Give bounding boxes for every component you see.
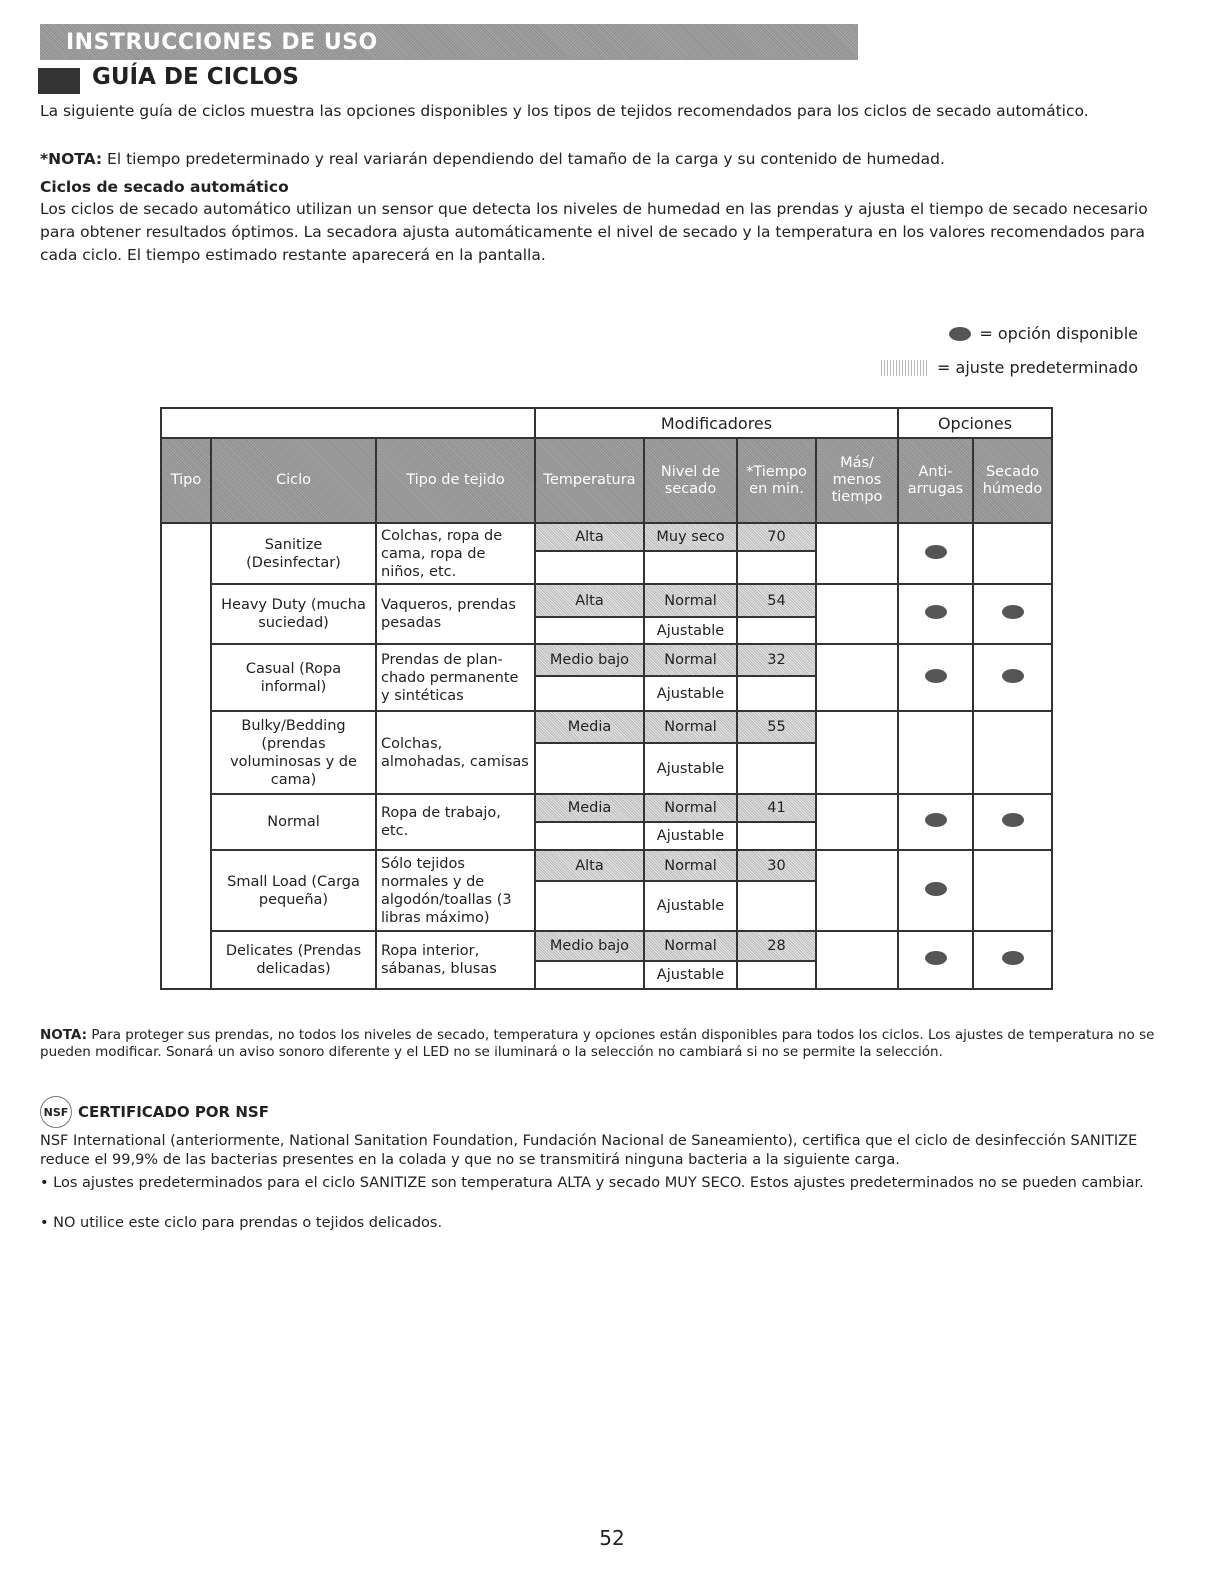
cycle-name: Sanitize (Desinfectar) — [211, 523, 376, 584]
cycle-table — [160, 407, 1053, 990]
legend-available-label: = opción disponible — [979, 324, 1138, 343]
legend-default — [881, 358, 1138, 377]
available-dot-icon — [925, 545, 947, 559]
note-2 — [40, 1027, 1180, 1061]
legend-available — [949, 324, 1138, 343]
dry-level-adjustable: Ajustable — [644, 822, 737, 850]
fabric-type: Ropa interior, sábanas, blusas — [376, 931, 535, 989]
wrinkle-guard — [898, 523, 973, 584]
table-row — [161, 931, 1052, 961]
available-dot-icon — [925, 813, 947, 827]
dry-level-adjustable: Ajustable — [644, 617, 737, 644]
auto-heading: Ciclos de secado automático — [40, 178, 289, 196]
wrinkle-guard — [898, 931, 973, 989]
dry-level: Normal — [644, 850, 737, 881]
cycle-name: Small Load (Carga pequeña) — [211, 850, 376, 931]
time-sub — [737, 676, 816, 711]
type-cell — [161, 523, 211, 989]
column-header: Secado húmedo — [973, 438, 1052, 523]
time-sub — [737, 961, 816, 989]
dot-icon — [949, 327, 971, 341]
damp-dry — [973, 931, 1052, 989]
temperature-sub — [535, 822, 644, 850]
cycle-name: Heavy Duty (mucha suciedad) — [211, 584, 376, 644]
nsf-logo-icon: NSF — [40, 1096, 72, 1128]
dry-level-adjustable: Ajustable — [644, 743, 737, 794]
column-header: Tipo de tejido — [376, 438, 535, 523]
dry-level-adjustable: Ajustable — [644, 961, 737, 989]
temperature: Alta — [535, 850, 644, 881]
fabric-type: Prendas de plan-chado permanente y sintéticas — [376, 644, 535, 711]
table-row — [161, 794, 1052, 822]
column-header: Nivel de secado — [644, 438, 737, 523]
available-dot-icon — [925, 951, 947, 965]
available-dot-icon — [1002, 605, 1024, 619]
legend-default-label: = ajuste predeterminado — [937, 358, 1138, 377]
more-less-time — [816, 931, 898, 989]
temperature-sub — [535, 743, 644, 794]
temperature: Medio bajo — [535, 931, 644, 961]
damp-dry — [973, 711, 1052, 794]
damp-dry — [973, 584, 1052, 644]
dry-level-adjustable — [644, 551, 737, 584]
available-dot-icon — [1002, 669, 1024, 683]
fabric-type: Sólo tejidos normales y de algodón/toallas (3 libras máximo) — [376, 850, 535, 931]
section-banner: INSTRUCCIONES DE USO — [40, 24, 858, 60]
page-title: GUÍA DE CICLOS — [92, 64, 299, 90]
cycle-name: Bulky/Bedding (prendas voluminosas y de cama) — [211, 711, 376, 794]
available-dot-icon — [1002, 813, 1024, 827]
column-header: Ciclo — [211, 438, 376, 523]
time-sub — [737, 743, 816, 794]
note2-text: Para proteger sus prendas, no todos los niveles de secado, temperatura y opciones están disponibles para todos los ciclos. Los ajustes de temperatura no se pueden modificar. Sonará un aviso sonoro diferente y el LED no se iluminará o la selección no cambiará si no se permite la selección. — [40, 1027, 1155, 1060]
page-number: 52 — [599, 1526, 625, 1550]
cycle-name: Normal — [211, 794, 376, 850]
table-row — [161, 644, 1052, 676]
column-header: Temperatura — [535, 438, 644, 523]
dry-level-adjustable: Ajustable — [644, 881, 737, 931]
nota-label: *NOTA: — [40, 150, 103, 168]
more-less-time — [816, 794, 898, 850]
wrinkle-guard — [898, 711, 973, 794]
temperature-sub — [535, 551, 644, 584]
damp-dry — [973, 794, 1052, 850]
table-row — [161, 850, 1052, 881]
more-less-time — [816, 644, 898, 711]
more-less-time — [816, 850, 898, 931]
dry-level: Normal — [644, 584, 737, 617]
table-row — [161, 711, 1052, 743]
damp-dry — [973, 644, 1052, 711]
fabric-type: Ropa de trabajo, etc. — [376, 794, 535, 850]
temperature: Alta — [535, 523, 644, 551]
group-modifiers: Modificadores — [535, 408, 898, 438]
fabric-type: Colchas, ropa de cama, ropa de niños, etc. — [376, 523, 535, 584]
temperature-sub — [535, 961, 644, 989]
wrinkle-guard — [898, 794, 973, 850]
available-dot-icon — [925, 882, 947, 896]
time-minutes: 41 — [737, 794, 816, 822]
cycle-name: Delicates (Prendas delicadas) — [211, 931, 376, 989]
time-sub — [737, 881, 816, 931]
wrinkle-guard — [898, 584, 973, 644]
nsf-heading-row — [40, 1096, 269, 1128]
dry-level: Muy seco — [644, 523, 737, 551]
nota — [40, 148, 1170, 171]
column-header: *Tiempo en min. — [737, 438, 816, 523]
time-minutes: 70 — [737, 523, 816, 551]
dry-level-adjustable: Ajustable — [644, 676, 737, 711]
title-marker — [38, 68, 80, 94]
time-minutes: 54 — [737, 584, 816, 617]
dry-level: Normal — [644, 644, 737, 676]
time-minutes: 30 — [737, 850, 816, 881]
blank-group — [161, 408, 535, 438]
intro-text: La siguiente guía de ciclos muestra las opciones disponibles y los tipos de tejidos recomendados para los ciclos de secado automático. — [40, 102, 1089, 120]
bullet-1: • Los ajustes predeterminados para el ciclo SANITIZE son temperatura ALTA y secado MUY SECO. Estos ajustes predeterminados no se pueden cambiar. — [40, 1175, 1144, 1191]
time-minutes: 55 — [737, 711, 816, 743]
fabric-type: Vaqueros, prendas pesadas — [376, 584, 535, 644]
auto-text: Los ciclos de secado automático utilizan un sensor que detecta los niveles de humedad en las prendas y ajusta el tiempo de secado necesario para obtener resultados óptimos. La secadora ajusta automáticamente el nivel de secado y la temperatura en los valores recomendados para cada ciclo. El tiempo estimado restante aparecerá en la pantalla. — [40, 200, 1148, 264]
table-row — [161, 523, 1052, 551]
temperature: Media — [535, 711, 644, 743]
time-minutes: 28 — [737, 931, 816, 961]
temperature: Medio bajo — [535, 644, 644, 676]
nsf-text: NSF International (anteriormente, National Sanitation Foundation, Fundación Nacional de Saneamiento), certifica que el ciclo de desinfección SANITIZE reduce el 99,9% de las bacterias presentes en la colada y que no se transmitirá ninguna bacteria a la siguiente carga. — [40, 1133, 1138, 1168]
damp-dry — [973, 850, 1052, 931]
more-less-time — [816, 711, 898, 794]
wrinkle-guard — [898, 850, 973, 931]
temperature-sub — [535, 617, 644, 644]
temperature: Alta — [535, 584, 644, 617]
dry-level: Normal — [644, 931, 737, 961]
column-header: Anti- arrugas — [898, 438, 973, 523]
temperature-sub — [535, 676, 644, 711]
table-row — [161, 584, 1052, 617]
column-header: Tipo — [161, 438, 211, 523]
time-sub — [737, 617, 816, 644]
available-dot-icon — [925, 669, 947, 683]
available-dot-icon — [925, 605, 947, 619]
time-sub — [737, 822, 816, 850]
cycle-name: Casual (Ropa informal) — [211, 644, 376, 711]
dry-level: Normal — [644, 794, 737, 822]
time-minutes: 32 — [737, 644, 816, 676]
temperature-sub — [535, 881, 644, 931]
hatch-swatch-icon — [881, 360, 929, 376]
time-sub — [737, 551, 816, 584]
temperature: Media — [535, 794, 644, 822]
fabric-type: Colchas, almohadas, camisas — [376, 711, 535, 794]
more-less-time — [816, 584, 898, 644]
bullet-2: • NO utilice este ciclo para prendas o tejidos delicados. — [40, 1215, 443, 1231]
nota-text: El tiempo predeterminado y real variarán dependiendo del tamaño de la carga y su contenido de humedad. — [102, 150, 945, 168]
note2-label: NOTA: — [40, 1027, 88, 1043]
damp-dry — [973, 523, 1052, 584]
group-options: Opciones — [898, 408, 1052, 438]
nsf-heading: CERTIFICADO POR NSF — [78, 1103, 269, 1121]
available-dot-icon — [1002, 951, 1024, 965]
column-header: Más/ menos tiempo — [816, 438, 898, 523]
dry-level: Normal — [644, 711, 737, 743]
wrinkle-guard — [898, 644, 973, 711]
more-less-time — [816, 523, 898, 584]
